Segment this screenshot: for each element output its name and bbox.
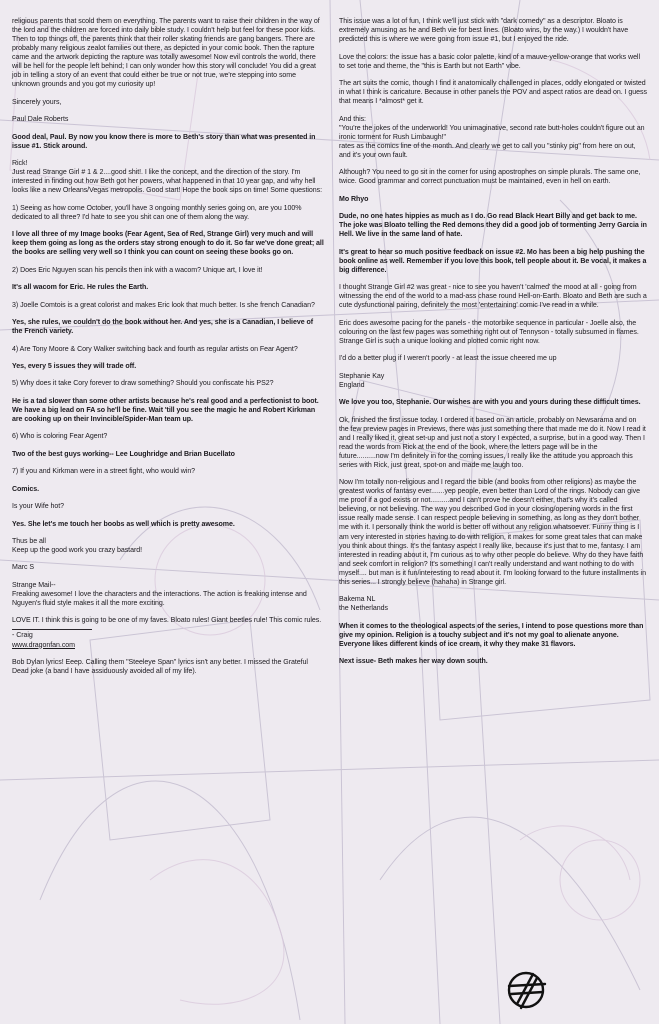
letter-question: 1) Seeing as how come October, you'll have 3 ongoing monthly series going on, are you 100% dedicated to all three? I'd hate to see you shit can one of them along the way. xyxy=(12,204,302,221)
editor-reply: Yes, she rules, we couldn't do the book without her. And yes, she is a Canadian, I believe of the French variety. xyxy=(12,319,314,336)
editor-reply: Comics. xyxy=(12,485,40,493)
editor-reply: It's all wacom for Eric. He rules the Earth. xyxy=(12,284,149,292)
letter-signature: Marc S xyxy=(12,564,35,572)
editor-reply: Good deal, Paul. By now you know there is more to Beth's story than what was presented in issue #1. Stick around. xyxy=(12,133,316,150)
letter-signature: Mo Rhyo xyxy=(339,195,369,203)
editor-reply: Dude, no one hates hippies as much as I do. Go read Black Heart Billy and get back to me. The joke was Bloato telling the Red demons they did a good job of tormenting Jerry Garcia in Hell. We live in the same land of hate. xyxy=(339,213,647,239)
letter-question: 2) Does Eric Nguyen scan his pencils then ink with a wacom? Unique art, I love it! xyxy=(12,266,263,274)
next-issue-teaser: Next issue- Beth makes her way down south. xyxy=(339,658,488,666)
editor-reply: He is a tad slower than some other artists because he's real good and a perfectionist to boot. We have a big lead on FA so he'll be fine. Wait 'till you see the magic he and Robert Kirkman are cooking up on their Invincible/Spider-Man team up. xyxy=(12,397,319,423)
editor-reply: I love all three of my Image books (Fear Agent, Sea of Red, Strange Girl) very much and will keep them going as long as the orders stay strong enough to do it. So far we've done great; all the books are selling very well so I think you can count on seeing these books go on. xyxy=(12,231,324,257)
letter-paragraph: Bob Dylan lyrics! Eeep. Calling them "Steeleye Span" lyrics isn't any better. I missed the Grateful Dead joke (a band I have assiduously avoided all of my life). xyxy=(12,658,308,676)
editor-reply: Two of the best guys working-- Lee Loughridge and Brian Bucellato xyxy=(12,450,235,458)
letter-paragraph: LOVE IT. I think this is going to be one of my faves. Bloato rules! Giant beetles rule! This comic rules. xyxy=(12,617,322,625)
letter-paragraph: The art suits the comic, though I find it anatomically challenged in places, oddly elongated or twisted in what I think is caricature. Because in other panels the POV and aspect ratios are dead on. I guess that means I *almost* get it. xyxy=(339,80,647,106)
letter-signature: Stephanie Kay England xyxy=(339,372,385,389)
editor-reply: Yes. She let's me touch her boobs as well which is pretty awesome. xyxy=(12,520,235,528)
letter-paragraph: Strange Mail-- Freaking awesome! I love the characters and the interactions. The action is freaking intense and Nguyen's fluid style makes it all the more exciting. xyxy=(12,581,307,607)
letter-signature: Paul Dale Roberts xyxy=(12,116,69,124)
letter-paragraph: religious parents that scold them on everything. The parents want to raise their children in the way of the lord and the children are forced into daily bible study. I couldn't help but feel for these poor kids. Then to top things off, the parents think that their roller skating friends are gang bangers. There are probably many religious zealot families out there, as depicted in your comic book. Then the rapture came and the artwork depicting the rapture was totally awesome! Now evil controls the world, there will be hell for the people left behind; I can only wonder how this story will conclude! You did a great job in telling a story of an event that could either be true or not true, we're stepping into some unknown grounds and you got my curiosity up! xyxy=(12,18,320,89)
editor-reply: When it comes to the theological aspects of the series, I intend to pose questions more than give my opinion. Religion is a touchy subject and it's not my goal to alienate anyone. Everyone likes different kinds of ice cream, it why they make 31 flavors. xyxy=(339,622,644,648)
letter-paragraph: Eric does awesome pacing for the panels - the motorbike sequence in particular - Joelle also, the colouring on the last few pages was something right out of Tennyson - totally subsumed in flames. Strange Girl is such a unique looking and plotted comic right now. xyxy=(339,319,639,345)
editor-reply: We love you too, Stephanie. Our wishes are with you and yours during these difficult times. xyxy=(339,399,641,407)
letter-question: 7) If you and Kirkman were in a street fight, who would win? xyxy=(12,468,196,476)
letter-question: 4) Are Tony Moore & Cory Walker switching back and fourth as regular artists on Fear Agent? xyxy=(12,345,298,353)
letter-question: Is your Wife hot? xyxy=(12,503,65,511)
editor-reply: Yes, every 5 issues they will trade off. xyxy=(12,362,137,370)
letter-question: 3) Joelle Comtois is a great colorist and makes Eric look that much better. Is she french Canadian? xyxy=(12,301,315,309)
letter-paragraph: Sincerely yours, xyxy=(12,98,62,106)
letter-paragraph: Rick! Just read Strange Girl # 1 & 2....good shit!. I like the concept, and the direction of the story. I'm interested in finding out how Beth got her powers, what happened in that 10 year gap, and why hell looks like a new Orleans/Vegas metropolis. Good start! Hope the book sips on time! Some questions: xyxy=(12,160,323,195)
letter-paragraph: I thought Strange Girl #2 was great - nice to see you haven't 'calmed' the mood at all - going from witnessing the end of the world to a mad-ass chase round Hell-on-Earth. Bloato and Beth are such a cute dysfunctional pairing, definitely the most 'entertaining' comic I've read in a while. xyxy=(339,284,647,310)
website-link[interactable]: www.dragonfan.com xyxy=(12,641,75,649)
letter-paragraph: Love the colors: the issue has a basic color palette, kind of a mauve-yellow-orange that works well to set tone and theme, the "this is Earth but not Earth" vibe. xyxy=(339,53,640,70)
editor-paragraph: This issue was a lot of fun, I think we'll just stick with "dark comedy" as a descriptor. Bloato is extremely amusing as he and Beth vie for best lines. (Bloato wins, by the way.) I wouldn't have predicted this is where we were going from issue #1, but I enjoyed the ride. xyxy=(339,18,629,44)
letter-paragraph: I'd do a better plug if I weren't poorly - at least the issue cheered me up xyxy=(339,355,557,363)
letter-paragraph: Ok, finished the first issue today. I ordered it based on an article, probably on Newsarama and on the few preview pages in Previews, there was just something there that made me do it. Now I read it and I really liked it, great set-up and just not a story I expected, a surprise, but in a good way. Then I read the words from Rick at the end of the book, where the letters page will be in the future..........now I'm definitely in for the coming issues, I really like the attitude you approach this series with Rick, just great, spot-on and made me laugh too. xyxy=(339,416,646,469)
letter-signature: - Craig xyxy=(12,632,33,640)
letter-paragraph: Now I'm totally non-religious and I regard the bible (and books from other religions) as maybe the greatest works of fantasy ever.......yep people, even better than Lord of the rings. Nobody can give me proof if a god exists or not..........and I can't prove he doesn't either, that's why it's called believing, or not believing. The way you described God in your closing/opening words in the first issue really made sense. I can respect people believing in something, as long as they don't bother me with it. I personally think the world is better off without any religion whatsoever. Funny thing is I am very interested in stories having to do with religion, it makes for some great tales that can make you think about things. It's the fantasy aspect I really like, because it's just that to me, fantasy. I am interested in reading about it, I'm curious as to why other people do believe. Why do they have faith and seek comfort in religion? It's something I can't really understand and want nothing to do with myself.... but man is it fun/interesting to read about it. I'm looking forward to the future installments in this series... I strongly believe (hahaha) in Strange girl. xyxy=(339,479,646,586)
letter-paragraph: Thus be all Keep up the good work you crazy bastard! xyxy=(12,537,143,555)
letter-question: 6) Who is coloring Fear Agent? xyxy=(12,433,108,441)
letter-paragraph: Although? You need to go sit in the corner for using apostrophes on simple plurals. The same one, twice. Good grammar and correct punctuation must be maintained, even in hell on earth. xyxy=(339,169,641,186)
letters-column-left xyxy=(12,17,324,684)
handwritten-signature xyxy=(503,966,549,1012)
editor-reply: It's great to hear so much positive feedback on issue #2. Mo has been a big help pushing the book online as well. Remember if you love this book, tell people about it. Be vocal, it makes a big difference. xyxy=(339,248,647,274)
letter-paragraph: And this: "You're the jokes of the underworld! You unimaginative, second rate butt-holes couldn't figure out an ironic torment for Rush Limbaugh!" rates as the comics line of the month. And clearly we get to call you "stinky pig" from here on out, and it's your own fault. xyxy=(339,115,645,159)
letter-signature: Bakema NL the Netherlands xyxy=(339,596,389,613)
letter-question: 5) Why does it take Cory forever to draw something? Should you confiscate his PS2? xyxy=(12,380,274,388)
letters-column-right xyxy=(339,17,647,675)
signature-divider xyxy=(12,629,92,630)
